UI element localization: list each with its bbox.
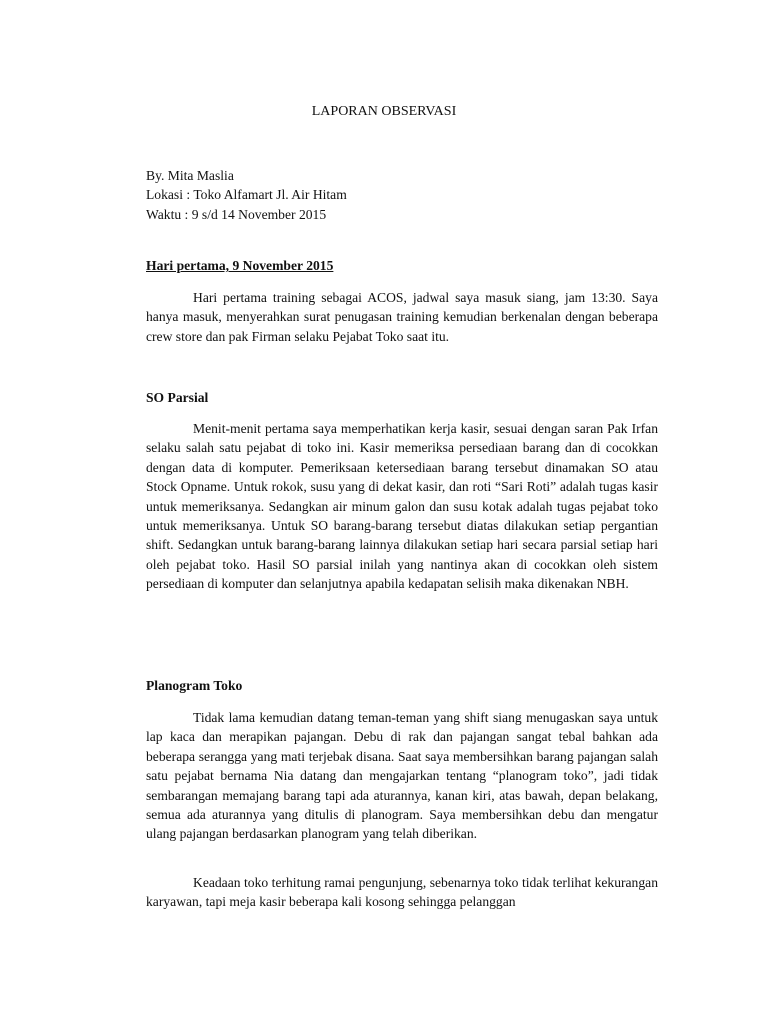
section-heading-day-one: Hari pertama, 9 November 2015 — [146, 258, 334, 273]
document-title: LAPORAN OBSERVASI — [311, 104, 457, 119]
author-line: By. Mita Maslia — [146, 168, 234, 183]
paragraph-planogram-2: Keadaan toko terhitung ramai pengunjung, sebenarnya toko tidak terlihat kekurangan karyawan, tapi meja kasir beberapa kali kosong sehingga pelanggan — [146, 875, 658, 910]
time-line: Waktu : 9 s/d 14 November 2015 — [146, 206, 327, 222]
paragraph-so-parsial: Menit-menit pertama saya memperhatikan kerja kasir, sesuai dengan saran Pak Irfan selaku salah satu pejabat di toko ini. Kasir memeriksa persediaan barang dan di cocokkan dengan data di komputer. Pemeriksaan ketersediaan barang tersebut dinamakan SO atau Stock Opname. Untuk rokok, susu yang di dekat kasir, dan roti “Sari Roti” adalah tugas kasir untuk memeriksanya. Sedangkan air minum galon dan susu kotak adalah tugas pejabat toko untuk memeriksanya. Untuk SO barang-barang tersebut diatas dilakukan setiap pergantian shift. Sedangkan untuk barang-barang lainnya dilakukan setiap hari secara parsial setiap hari oleh pejabat toko. Hasil SO parsial inilah yang nantinya akan di cocokkan oleh sistem persediaan di komputer dan selanjutnya apabila kedapatan selisih maka dikenakan NBH. — [146, 421, 658, 592]
paragraph-planogram-1: Tidak lama kemudian datang teman-teman yang shift siang menugaskan saya untuk lap kaca dan merapikan pajangan. Debu di rak dan pajangan sangat tebal bahkan ada beberapa serangga yang mati terjebak disana. Saat saya membersihkan barang pajangan salah satu pejabat bernama Nia datang dan mengajarkan tentang “planogram toko”, jadi tidak sembarangan memajang barang tapi ada aturannya, kanan kiri, atas bawah, depan belakang, semua ada aturannya yang ditulis di planogram. Saya membersihkan debu dan mengatur ulang pajangan berdasarkan planogram yang telah diberikan. — [146, 710, 658, 842]
section-heading-so-parsial: SO Parsial — [146, 390, 209, 405]
location-line: Lokasi : Toko Alfamart Jl. Air Hitam — [146, 187, 347, 203]
document-meta — [146, 166, 347, 224]
section-heading-planogram: Planogram Toko — [146, 678, 243, 693]
paragraph-day-one: Hari pertama training sebagai ACOS, jadwal saya masuk siang, jam 13:30. Saya hanya masuk, menyerahkan surat penugasan training kemudian berkenalan dengan beberapa crew store dan pak Firman selaku Pejabat Toko saat itu. — [146, 290, 658, 344]
